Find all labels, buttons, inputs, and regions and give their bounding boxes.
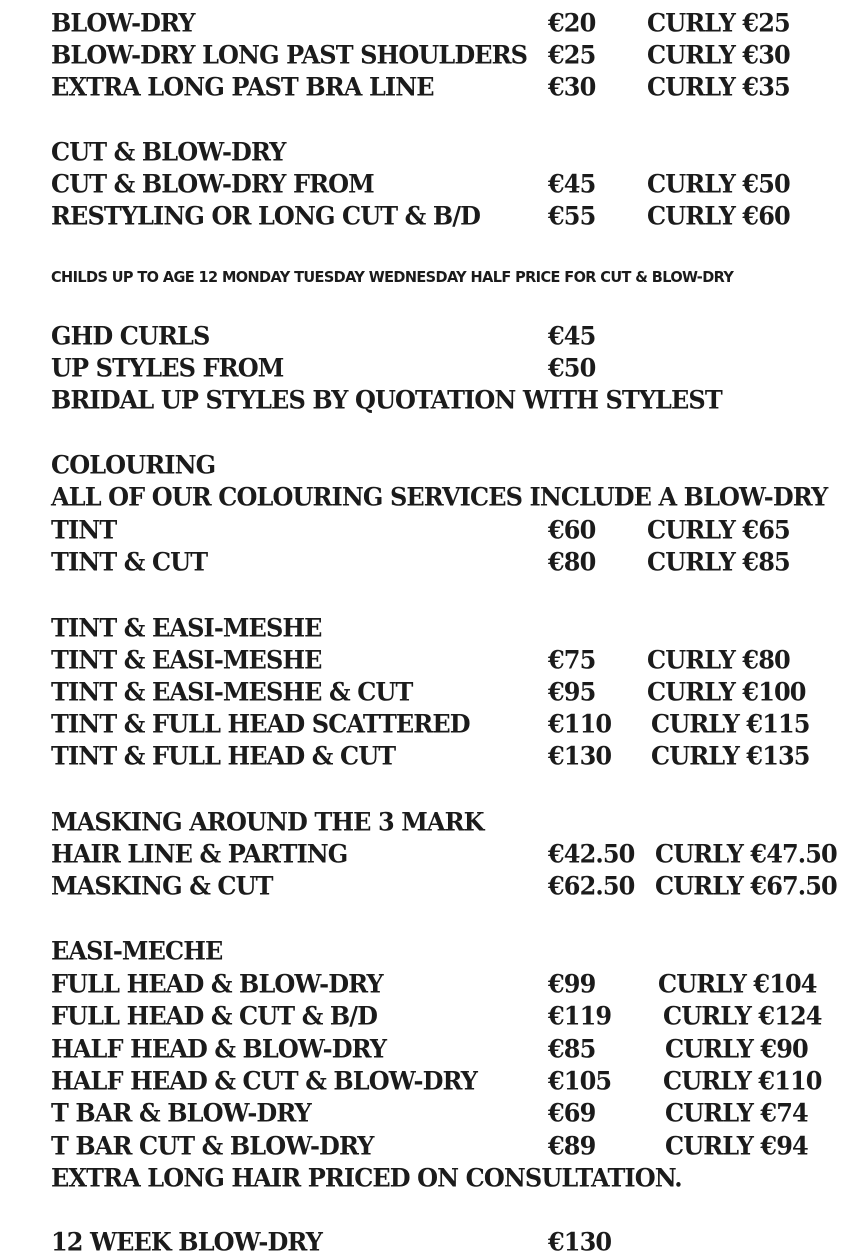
- service-name: HALF HEAD & CUT & BLOW-DRY: [51, 1065, 478, 1096]
- service-price: €60: [548, 514, 596, 545]
- service-name: UP STYLES FROM: [51, 352, 284, 383]
- service-name: BLOW-DRY LONG PAST SHOULDERS: [51, 39, 528, 70]
- curly-price: CURLY €80: [647, 644, 790, 675]
- service-name: 12 WEEK BLOW-DRY: [51, 1226, 322, 1257]
- section-heading-easi-meche: EASI-MECHE: [51, 935, 223, 966]
- service-price: €119: [548, 1000, 612, 1031]
- service-name: GHD CURLS: [51, 320, 210, 351]
- service-name: BLOW-DRY: [51, 7, 195, 38]
- service-price: €85: [548, 1033, 596, 1064]
- service-name: HALF HEAD & BLOW-DRY: [51, 1033, 387, 1064]
- curly-price: CURLY €50: [647, 168, 790, 199]
- service-name: RESTYLING OR LONG CUT & B/D: [51, 200, 481, 231]
- service-price: €30: [548, 71, 596, 102]
- service-name: TINT: [51, 514, 117, 545]
- service-price: €62.50: [548, 870, 635, 901]
- curly-price: CURLY €35: [647, 71, 790, 102]
- service-name: T BAR CUT & BLOW-DRY: [51, 1130, 374, 1161]
- service-price: €25: [548, 39, 596, 70]
- service-price: €42.50: [548, 838, 635, 869]
- section-heading-cut: CUT & BLOW-DRY: [51, 136, 286, 167]
- service-name: EXTRA LONG PAST BRA LINE: [51, 71, 434, 102]
- curly-price: CURLY €60: [647, 200, 790, 231]
- service-price: €110: [548, 708, 612, 739]
- curly-price: CURLY €67.50: [655, 870, 837, 901]
- curly-price: CURLY €124: [663, 1000, 822, 1031]
- service-price: €55: [548, 200, 596, 231]
- service-name: TINT & EASI-MESHE & CUT: [51, 676, 413, 707]
- service-price: €89: [548, 1130, 596, 1161]
- curly-price: CURLY €30: [647, 39, 790, 70]
- service-name: MASKING & CUT: [51, 870, 273, 901]
- service-name: HAIR LINE & PARTING: [51, 838, 348, 869]
- service-name: TINT & FULL HEAD & CUT: [51, 740, 396, 771]
- service-name: FULL HEAD & BLOW-DRY: [51, 968, 383, 999]
- curly-price: CURLY €94: [665, 1130, 808, 1161]
- curly-price: CURLY €74: [665, 1097, 808, 1128]
- curly-price: CURLY €104: [658, 968, 817, 999]
- curly-price: CURLY €115: [651, 708, 810, 739]
- service-name: T BAR & BLOW-DRY: [51, 1097, 311, 1128]
- service-price: €45: [548, 320, 596, 351]
- extra-long-consultation-note: EXTRA LONG HAIR PRICED ON CONSULTATION.: [51, 1162, 682, 1193]
- curly-price: CURLY €85: [647, 546, 790, 577]
- section-heading-masking: MASKING AROUND THE 3 MARK: [51, 806, 484, 837]
- service-price: €69: [548, 1097, 596, 1128]
- service-price: €99: [548, 968, 596, 999]
- service-price: €130: [548, 1226, 612, 1257]
- curly-price: CURLY €47.50: [655, 838, 837, 869]
- colouring-note: ALL OF OUR COLOURING SERVICES INCLUDE A BLOW-DRY: [51, 481, 828, 512]
- childs-half-price-note: CHILDS UP TO AGE 12 MONDAY TUESDAY WEDNESDAY HALF PRICE FOR CUT & BLOW-DRY: [51, 269, 734, 287]
- section-heading-colouring: COLOURING: [51, 449, 216, 480]
- service-name: CUT & BLOW-DRY FROM: [51, 168, 374, 199]
- service-price: €95: [548, 676, 596, 707]
- curly-price: CURLY €100: [647, 676, 806, 707]
- curly-price: CURLY €135: [651, 740, 810, 771]
- service-name: TINT & CUT: [51, 546, 208, 577]
- service-price: €75: [548, 644, 596, 675]
- curly-price: CURLY €25: [647, 7, 790, 38]
- curly-price: CURLY €90: [665, 1033, 808, 1064]
- service-name: TINT & EASI-MESHE: [51, 644, 322, 675]
- service-price: €80: [548, 546, 596, 577]
- service-name: FULL HEAD & CUT & B/D: [51, 1000, 378, 1031]
- section-heading-easi-meshe: TINT & EASI-MESHE: [51, 612, 322, 643]
- service-name: TINT & FULL HEAD SCATTERED: [51, 708, 470, 739]
- curly-price: CURLY €110: [663, 1065, 822, 1096]
- bridal-quotation-note: BRIDAL UP STYLES BY QUOTATION WITH STYLEST: [51, 384, 722, 415]
- service-price: €105: [548, 1065, 612, 1096]
- service-price: €130: [548, 740, 612, 771]
- service-price: €45: [548, 168, 596, 199]
- curly-price: CURLY €65: [647, 514, 790, 545]
- service-price: €50: [548, 352, 596, 383]
- service-price: €20: [548, 7, 596, 38]
